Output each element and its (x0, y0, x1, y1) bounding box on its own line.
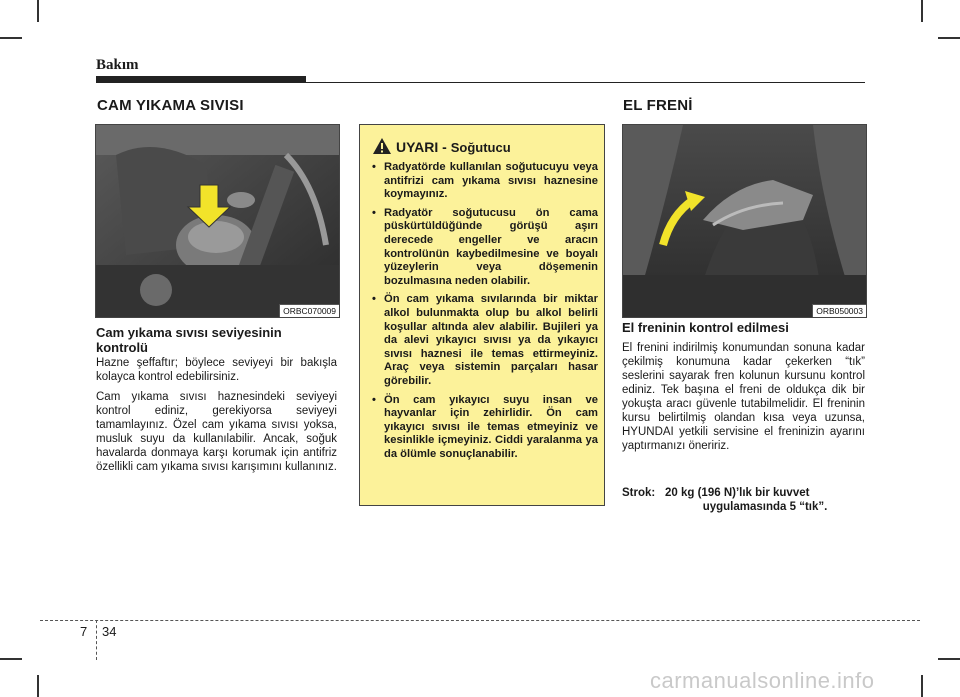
strok-value-line-2: uygulamasında 5 “tık”. (702, 501, 828, 513)
engine-bay-illustration (96, 125, 339, 317)
washer-paragraph-1: Hazne şeffaftır; böylece seviyeyi bir bakışla kolayca kontrol edebilirsiniz. (96, 357, 337, 383)
brake-body (622, 341, 865, 459)
warning-title-sub: Soğutucu (450, 140, 511, 155)
footer-dashed-rule (40, 620, 920, 621)
crop-mark (0, 37, 22, 39)
brake-subheading: El freninin kontrol edilmesi (622, 320, 789, 335)
image-code-label: ORBC070009 (279, 304, 339, 317)
crop-mark (37, 675, 39, 697)
washer-paragraph-2: Cam yıkama sıvısı haznesindeki seviyeyi kontrol ediniz, gerekiyorsa seviyeyi tamamlayınız. Özel cam yıkama sıvısı yoksa, musluk suyu da kullanılabilir. Ancak, soğuk havalarda donmaya karşı korumak için antifriz özellikli cam yıkama sıvısı karışımını kullanınız. (96, 391, 337, 473)
right-section-title: EL FRENİ (623, 97, 693, 114)
warning-item: • Ön cam yıkama sıvılarında bir miktar alkol bulunmakta olup bu alkol belirli koşullar altında alev alabilir. Bujileri ya da alevi yıkayıcı sıvısı ya da yıkayıcı sıvısı haznesi ile temas ettirmeyiniz. Araç veya sistemin parçaları hasar görebilir. (370, 293, 598, 388)
crop-mark (938, 658, 960, 660)
washer-subheading: Cam yıkama sıvısı seviyesinin kontrolü (96, 325, 282, 355)
chapter-label: Bakım (96, 57, 139, 73)
crop-mark (37, 0, 39, 22)
warning-item: • Ön cam yıkayıcı suyu insan ve hayvanlar için zehirlidir. Ön cam yıkayıcı sıvısı ile temas etmeyiniz ve kesinlikle içmeyiniz. Ciddi yaralanma ya da ölümle sonuçlanabilir. (370, 394, 598, 462)
washer-body (96, 356, 337, 480)
strok-spec (622, 486, 865, 514)
crop-mark (921, 0, 923, 22)
header-rule (96, 82, 865, 83)
image-code-label: ORB050003 (812, 304, 866, 317)
watermark: carmanualsonline.info (650, 668, 875, 693)
page-number: 34 (102, 624, 117, 639)
warning-item: • Radyatör soğutucusu ön cama püskürtüldüğünde görüşü aşırı derecede engeller ve aracın kontrolünün kaybedilmesine ve boyalı yüzeylerin veya döşemenin bozulmasına neden olabilir. (370, 207, 598, 289)
chapter-number: 7 (80, 624, 88, 639)
warning-list (370, 161, 598, 466)
washer-reservoir-photo (95, 124, 340, 318)
strok-label: Strok: (622, 487, 656, 499)
warning-triangle-icon (372, 137, 392, 155)
crop-mark (921, 675, 923, 697)
warning-item: • Radyatörde kullanılan soğutucuyu veya antifrizi cam yıkama sıvısı haznesine koymayınız. (370, 161, 598, 202)
warning-box (359, 124, 605, 506)
crop-mark (0, 658, 22, 660)
parking-brake-illustration (623, 125, 866, 317)
warning-title-main: UYARI - (396, 139, 451, 155)
warning-title (396, 139, 511, 155)
crop-mark (938, 37, 960, 39)
strok-value-line-1: 20 kg (196 N)’lık bir kuvvet (665, 487, 810, 499)
left-section-title: CAM YIKAMA SIVISI (97, 97, 244, 114)
footer-divider (96, 620, 97, 660)
parking-brake-photo (622, 124, 867, 318)
brake-paragraph-1: El frenini indirilmiş konumundan sonuna kadar çekilmiş konumuna kadar çekerken “tık” seslerini sayarak fren kolunun kursunu kontrol ediniz. Tek başına el freni de oldukça dik bir yokuşta aracı güvenle tutabilmelidir. El freninin kursu belirtilmiş olandan kısa veya uzunsa, HYUNDAI yetkili servisine el freninizin ayarını yaptırmanızı öneririz. (622, 342, 865, 452)
